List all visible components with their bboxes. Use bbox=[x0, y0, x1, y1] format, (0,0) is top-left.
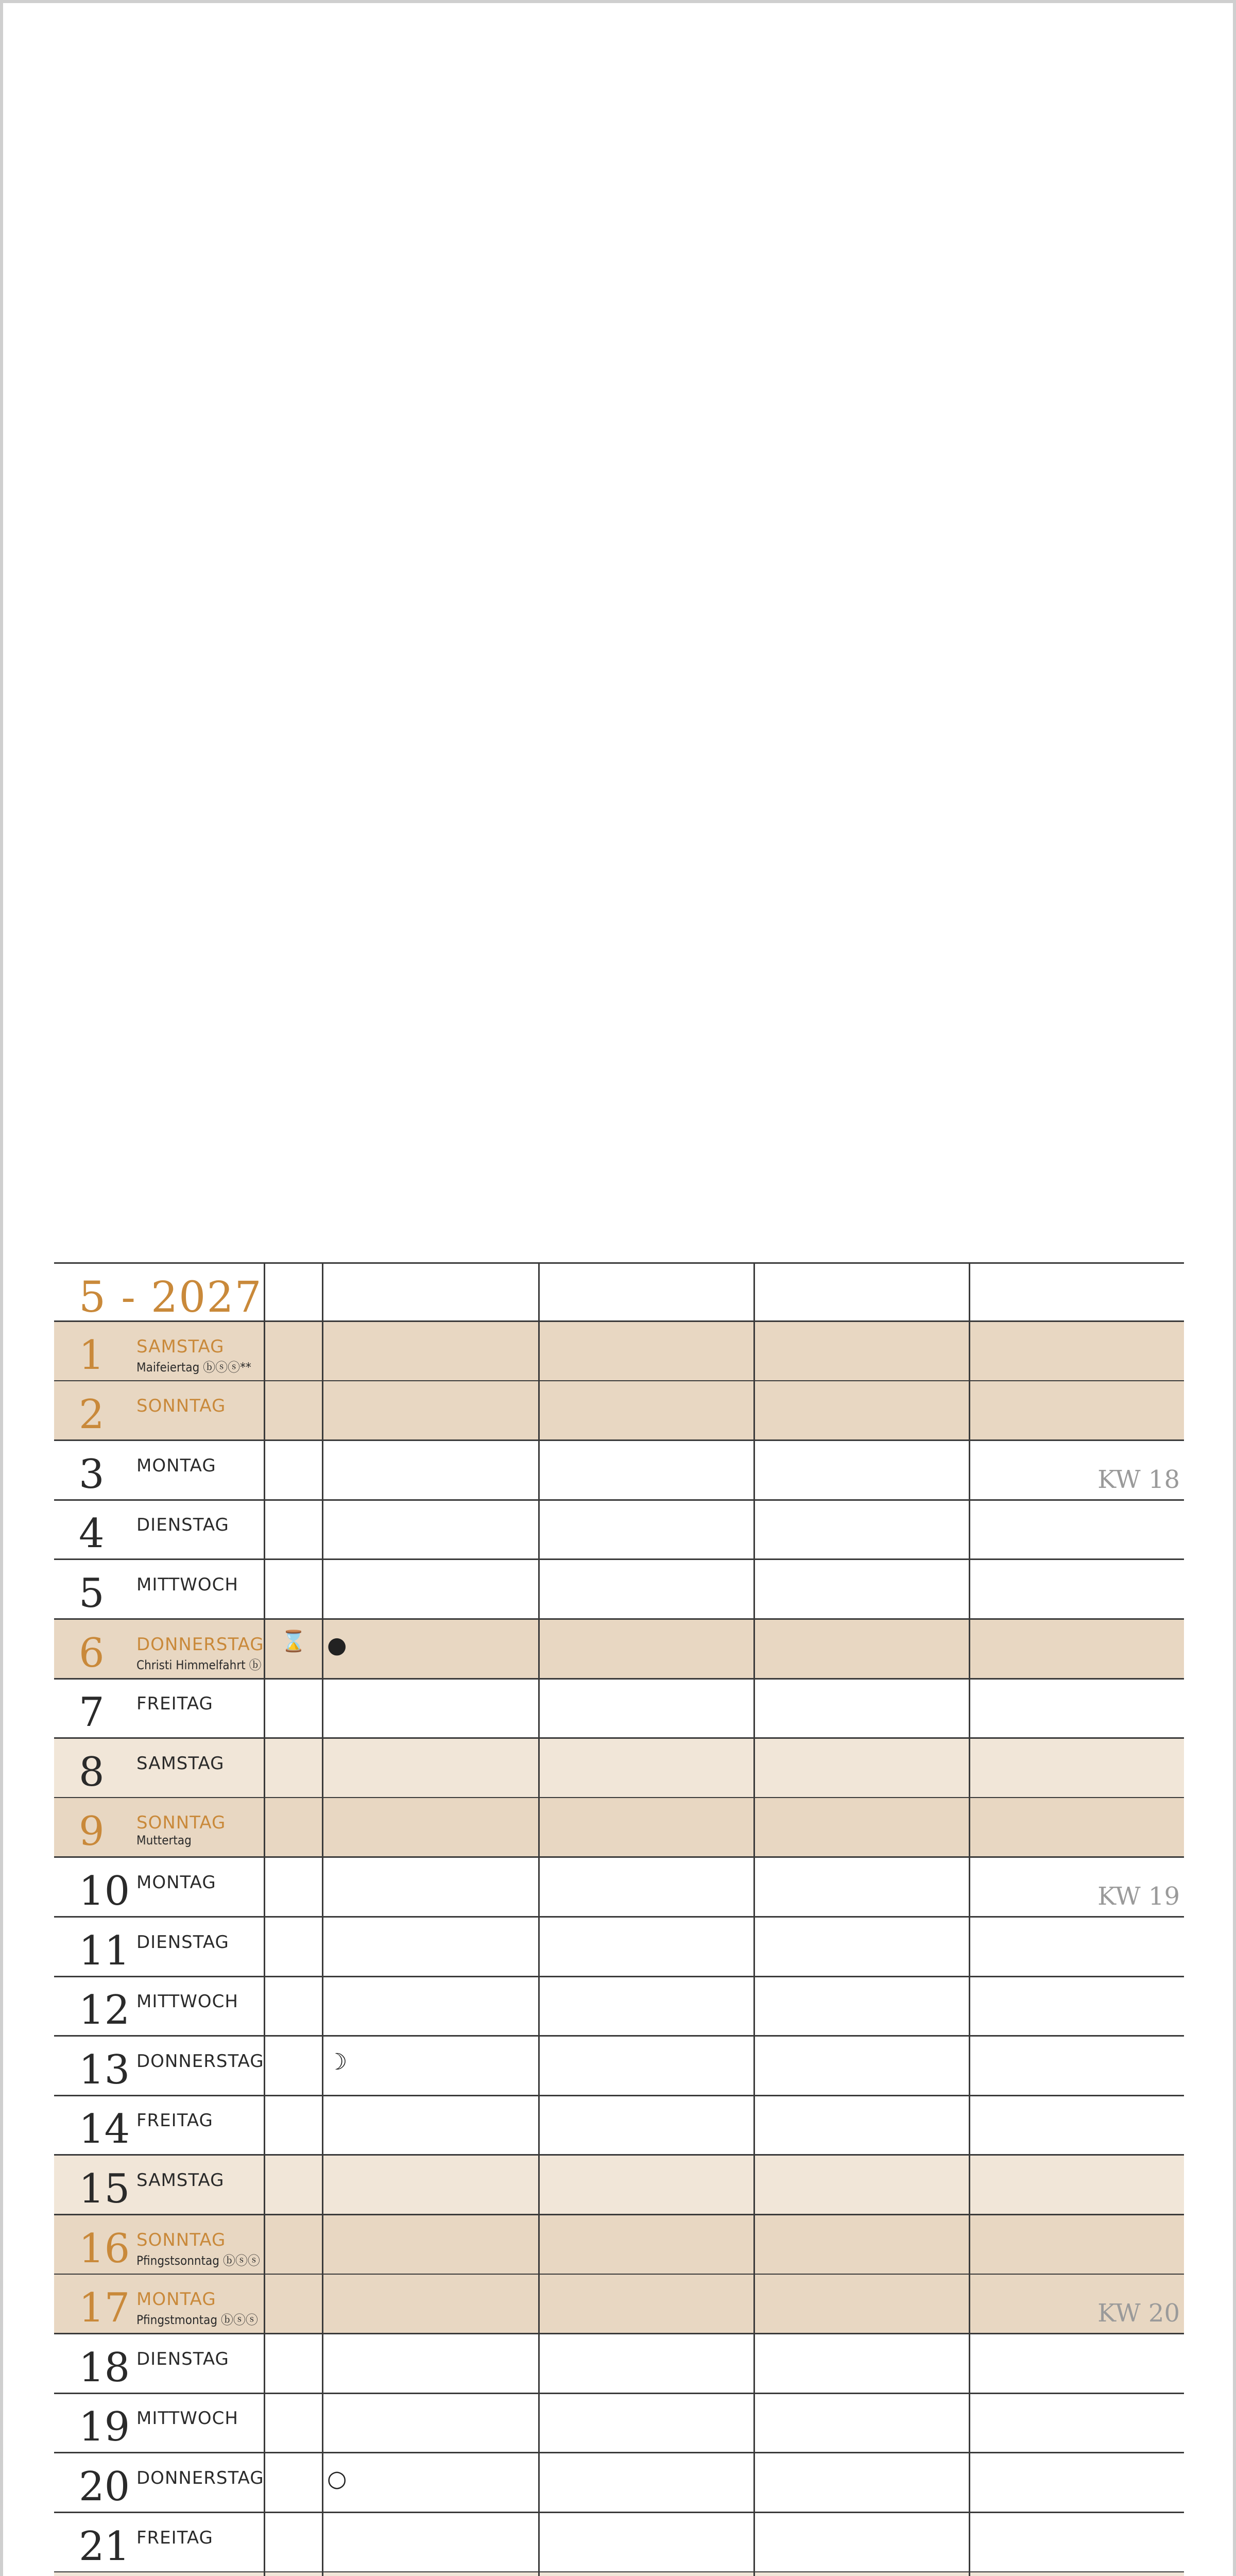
note-cell[interactable] bbox=[264, 2513, 322, 2571]
note-cell[interactable] bbox=[538, 1739, 753, 1797]
day-number: 13 bbox=[79, 2046, 130, 2093]
holiday-label: Pfingstmontag ⓑⓢⓢ bbox=[136, 2313, 258, 2328]
note-cell[interactable] bbox=[538, 1441, 753, 1499]
note-cell[interactable] bbox=[322, 1858, 538, 1916]
note-cell[interactable] bbox=[322, 2334, 538, 2393]
note-cell[interactable] bbox=[969, 2037, 1184, 2095]
note-cell[interactable] bbox=[538, 1858, 753, 1916]
note-cell[interactable] bbox=[969, 2394, 1184, 2452]
note-cell[interactable] bbox=[264, 1977, 322, 2035]
day-row bbox=[54, 1918, 1184, 1977]
calendar-week-label: KW 18 bbox=[1097, 1465, 1180, 1494]
day-row bbox=[54, 1977, 1184, 2037]
day-row bbox=[54, 2334, 1184, 2394]
day-number: 16 bbox=[79, 2225, 130, 2272]
holiday-label: Muttertag bbox=[136, 1833, 192, 1848]
note-cell[interactable] bbox=[322, 1441, 538, 1499]
note-cell[interactable] bbox=[753, 2513, 969, 2571]
note-cell[interactable] bbox=[753, 1798, 969, 1856]
moon-phase-icon: ● bbox=[327, 1632, 347, 1658]
note-cell[interactable] bbox=[753, 2215, 969, 2274]
day-number: 15 bbox=[79, 2166, 130, 2212]
day-name: DONNERSTAG bbox=[136, 2050, 264, 2072]
note-cell[interactable] bbox=[538, 2513, 753, 2571]
note-cell[interactable] bbox=[264, 2572, 322, 2576]
note-cell[interactable] bbox=[322, 2096, 538, 2154]
note-cell[interactable] bbox=[538, 1977, 753, 2035]
note-cell[interactable] bbox=[753, 2037, 969, 2095]
day-row bbox=[54, 2215, 1184, 2275]
day-row bbox=[54, 1679, 1184, 1739]
note-cell[interactable] bbox=[264, 2215, 322, 2274]
note-cell[interactable] bbox=[264, 1858, 322, 1916]
note-cell[interactable] bbox=[264, 2096, 322, 2154]
day-row bbox=[54, 2096, 1184, 2156]
note-cell[interactable] bbox=[322, 1798, 538, 1856]
day-row bbox=[54, 2394, 1184, 2453]
day-number: 6 bbox=[79, 1630, 105, 1676]
day-row bbox=[54, 2572, 1184, 2576]
note-cell[interactable] bbox=[969, 1264, 1184, 1320]
note-cell[interactable] bbox=[322, 1918, 538, 1976]
note-cell[interactable] bbox=[538, 1620, 753, 1678]
note-cell[interactable] bbox=[264, 1322, 322, 1380]
note-cell[interactable] bbox=[264, 1560, 322, 1618]
day-number: 18 bbox=[79, 2344, 130, 2391]
day-number: 17 bbox=[79, 2285, 130, 2332]
day-number: 21 bbox=[79, 2523, 130, 2570]
day-name: SONNTAG bbox=[136, 1396, 226, 1417]
day-name: MITTWOCH bbox=[136, 2408, 238, 2429]
day-number: 14 bbox=[79, 2106, 130, 2153]
note-cell[interactable] bbox=[264, 2394, 322, 2452]
day-number: 10 bbox=[79, 1868, 130, 1914]
note-cell[interactable] bbox=[264, 1500, 322, 1558]
day-row bbox=[54, 2275, 1184, 2334]
day-number: 20 bbox=[79, 2464, 130, 2510]
note-cell[interactable] bbox=[538, 2572, 753, 2576]
calendar-week-label: KW 19 bbox=[1097, 1882, 1180, 1911]
moon-phase-icon: ☽ bbox=[327, 2048, 348, 2075]
day-name: DIENSTAG bbox=[136, 2348, 229, 2369]
note-cell[interactable] bbox=[753, 2394, 969, 2452]
note-cell[interactable] bbox=[538, 1918, 753, 1976]
note-cell[interactable] bbox=[753, 1858, 969, 1916]
note-cell[interactable] bbox=[753, 1264, 969, 1320]
note-cell[interactable] bbox=[264, 1264, 322, 1320]
note-cell[interactable] bbox=[538, 2215, 753, 2274]
note-cell[interactable] bbox=[538, 2453, 753, 2512]
day-number: 9 bbox=[79, 1808, 105, 1855]
day-row bbox=[54, 2156, 1184, 2215]
day-name: SONNTAG bbox=[136, 2229, 226, 2250]
day-name: DIENSTAG bbox=[136, 1515, 229, 1536]
day-name: MITTWOCH bbox=[136, 1991, 238, 2012]
note-cell[interactable] bbox=[969, 1620, 1184, 1678]
day-name: FREITAG bbox=[136, 2527, 213, 2548]
note-cell[interactable] bbox=[264, 1679, 322, 1737]
day-number: 4 bbox=[79, 1511, 105, 1557]
note-cell[interactable] bbox=[969, 2453, 1184, 2512]
note-cell[interactable] bbox=[753, 1500, 969, 1558]
note-cell[interactable] bbox=[538, 2394, 753, 2452]
note-cell[interactable] bbox=[264, 1441, 322, 1499]
day-row bbox=[54, 1560, 1184, 1620]
day-row bbox=[54, 2513, 1184, 2573]
calendar-grid bbox=[54, 1262, 1184, 2576]
moon-phase-icon: ○ bbox=[327, 2466, 347, 2492]
day-row bbox=[54, 1322, 1184, 1382]
day-name: DONNERSTAG bbox=[136, 1634, 264, 1655]
note-cell[interactable] bbox=[753, 2156, 969, 2214]
note-cell[interactable] bbox=[538, 2096, 753, 2154]
note-cell[interactable] bbox=[969, 1739, 1184, 1797]
note-cell[interactable] bbox=[753, 2096, 969, 2154]
day-name: SAMSTAG bbox=[136, 2170, 225, 2191]
calendar-week-label: KW 20 bbox=[1097, 2299, 1180, 2328]
note-cell[interactable] bbox=[322, 2037, 538, 2095]
note-cell[interactable] bbox=[753, 1322, 969, 1380]
day-row bbox=[54, 1620, 1184, 1680]
note-cell[interactable] bbox=[969, 1322, 1184, 1380]
note-cell[interactable] bbox=[538, 2156, 753, 2214]
note-cell[interactable] bbox=[264, 1620, 322, 1678]
note-cell[interactable] bbox=[264, 2453, 322, 2512]
day-name: MONTAG bbox=[136, 1872, 216, 1893]
day-number: 5 bbox=[79, 1570, 105, 1617]
note-cell[interactable] bbox=[322, 1620, 538, 1678]
note-cell[interactable] bbox=[969, 1500, 1184, 1558]
note-cell[interactable] bbox=[969, 2215, 1184, 2274]
note-cell[interactable] bbox=[753, 2453, 969, 2512]
day-name: SAMSTAG bbox=[136, 1336, 225, 1357]
note-cell[interactable] bbox=[753, 1560, 969, 1618]
day-number: 12 bbox=[79, 1987, 130, 2034]
note-cell[interactable] bbox=[264, 2156, 322, 2214]
note-cell[interactable] bbox=[753, 1679, 969, 1737]
day-number: 1 bbox=[79, 1332, 105, 1379]
note-cell[interactable] bbox=[753, 2572, 969, 2576]
hourglass-icon: ⌛ bbox=[281, 1629, 306, 1653]
note-cell[interactable] bbox=[264, 2275, 322, 2333]
note-cell[interactable] bbox=[264, 1918, 322, 1976]
header-row bbox=[54, 1262, 1184, 1322]
day-name: FREITAG bbox=[136, 1693, 213, 1715]
note-cell[interactable] bbox=[969, 2513, 1184, 2571]
note-cell[interactable] bbox=[322, 2513, 538, 2571]
note-cell[interactable] bbox=[322, 2453, 538, 2512]
day-name: SONNTAG bbox=[136, 1812, 226, 1834]
note-cell[interactable] bbox=[538, 2275, 753, 2333]
note-cell[interactable] bbox=[322, 1381, 538, 1439]
day-row bbox=[54, 1441, 1184, 1501]
day-row bbox=[54, 2037, 1184, 2096]
month-year-title: 5 - 2027 bbox=[79, 1273, 263, 1322]
note-cell[interactable] bbox=[538, 1500, 753, 1558]
note-cell[interactable] bbox=[264, 1739, 322, 1797]
note-cell[interactable] bbox=[538, 1679, 753, 1737]
note-cell[interactable] bbox=[969, 1977, 1184, 2035]
note-cell[interactable] bbox=[969, 1918, 1184, 1976]
note-cell[interactable] bbox=[969, 1560, 1184, 1618]
day-name: DONNERSTAG bbox=[136, 2468, 264, 2488]
note-cell[interactable] bbox=[538, 2334, 753, 2393]
photo-area bbox=[3, 3, 1233, 1260]
note-cell[interactable] bbox=[322, 2215, 538, 2274]
note-cell[interactable] bbox=[969, 1381, 1184, 1439]
day-number: 7 bbox=[79, 1689, 105, 1736]
day-row bbox=[54, 1858, 1184, 1918]
note-cell[interactable] bbox=[322, 1500, 538, 1558]
note-cell[interactable] bbox=[969, 2156, 1184, 2214]
holiday-label: Christi Himmelfahrt ⓑ bbox=[136, 1657, 262, 1672]
note-cell[interactable] bbox=[753, 1739, 969, 1797]
note-cell[interactable] bbox=[264, 2334, 322, 2393]
holiday-label: Maifeiertag ⓑⓢⓢ** bbox=[136, 1360, 251, 1375]
note-cell[interactable] bbox=[264, 2037, 322, 2095]
note-cell[interactable] bbox=[753, 1381, 969, 1439]
note-cell[interactable] bbox=[753, 2275, 969, 2333]
day-row bbox=[54, 2453, 1184, 2513]
note-cell[interactable] bbox=[322, 2156, 538, 2214]
day-name: DIENSTAG bbox=[136, 1931, 229, 1953]
note-cell[interactable] bbox=[538, 2037, 753, 2095]
note-cell[interactable] bbox=[322, 1264, 538, 1320]
note-cell[interactable] bbox=[538, 1264, 753, 1320]
note-cell[interactable] bbox=[753, 1441, 969, 1499]
day-row bbox=[54, 1798, 1184, 1858]
note-cell[interactable] bbox=[322, 1739, 538, 1797]
note-cell[interactable] bbox=[538, 1798, 753, 1856]
day-number: 3 bbox=[79, 1451, 105, 1498]
day-number: 2 bbox=[79, 1392, 105, 1438]
note-cell[interactable] bbox=[322, 2572, 538, 2576]
day-number: 11 bbox=[79, 1927, 130, 1974]
day-name: FREITAG bbox=[136, 2110, 213, 2131]
day-name: SAMSTAG bbox=[136, 1753, 225, 1774]
note-cell[interactable] bbox=[753, 1918, 969, 1976]
note-cell[interactable] bbox=[264, 1381, 322, 1439]
note-cell[interactable] bbox=[322, 1322, 538, 1380]
note-cell[interactable] bbox=[538, 1322, 753, 1380]
note-cell[interactable] bbox=[753, 2334, 969, 2393]
note-cell[interactable] bbox=[753, 1620, 969, 1678]
day-name: MONTAG bbox=[136, 1455, 216, 1476]
note-cell[interactable] bbox=[969, 2096, 1184, 2154]
note-cell[interactable] bbox=[322, 1560, 538, 1618]
holiday-label: Pfingstsonntag ⓑⓢⓢ bbox=[136, 2253, 260, 2268]
day-number: 19 bbox=[79, 2404, 130, 2451]
day-row bbox=[54, 1739, 1184, 1799]
note-cell[interactable] bbox=[753, 1977, 969, 2035]
day-number: 8 bbox=[79, 1749, 105, 1795]
day-row bbox=[54, 1500, 1184, 1560]
note-cell[interactable] bbox=[264, 1798, 322, 1856]
note-cell[interactable] bbox=[538, 1381, 753, 1439]
note-cell[interactable] bbox=[322, 2394, 538, 2452]
note-cell[interactable] bbox=[969, 2572, 1184, 2576]
day-name: MITTWOCH bbox=[136, 1574, 238, 1595]
day-row bbox=[54, 1381, 1184, 1441]
note-cell[interactable] bbox=[969, 2334, 1184, 2393]
note-cell[interactable] bbox=[969, 1798, 1184, 1856]
note-cell[interactable] bbox=[538, 1560, 753, 1618]
note-cell[interactable] bbox=[969, 1679, 1184, 1737]
note-cell[interactable] bbox=[322, 1679, 538, 1737]
note-cell[interactable] bbox=[322, 1977, 538, 2035]
note-cell[interactable] bbox=[322, 2275, 538, 2333]
day-name: MONTAG bbox=[136, 2289, 216, 2310]
